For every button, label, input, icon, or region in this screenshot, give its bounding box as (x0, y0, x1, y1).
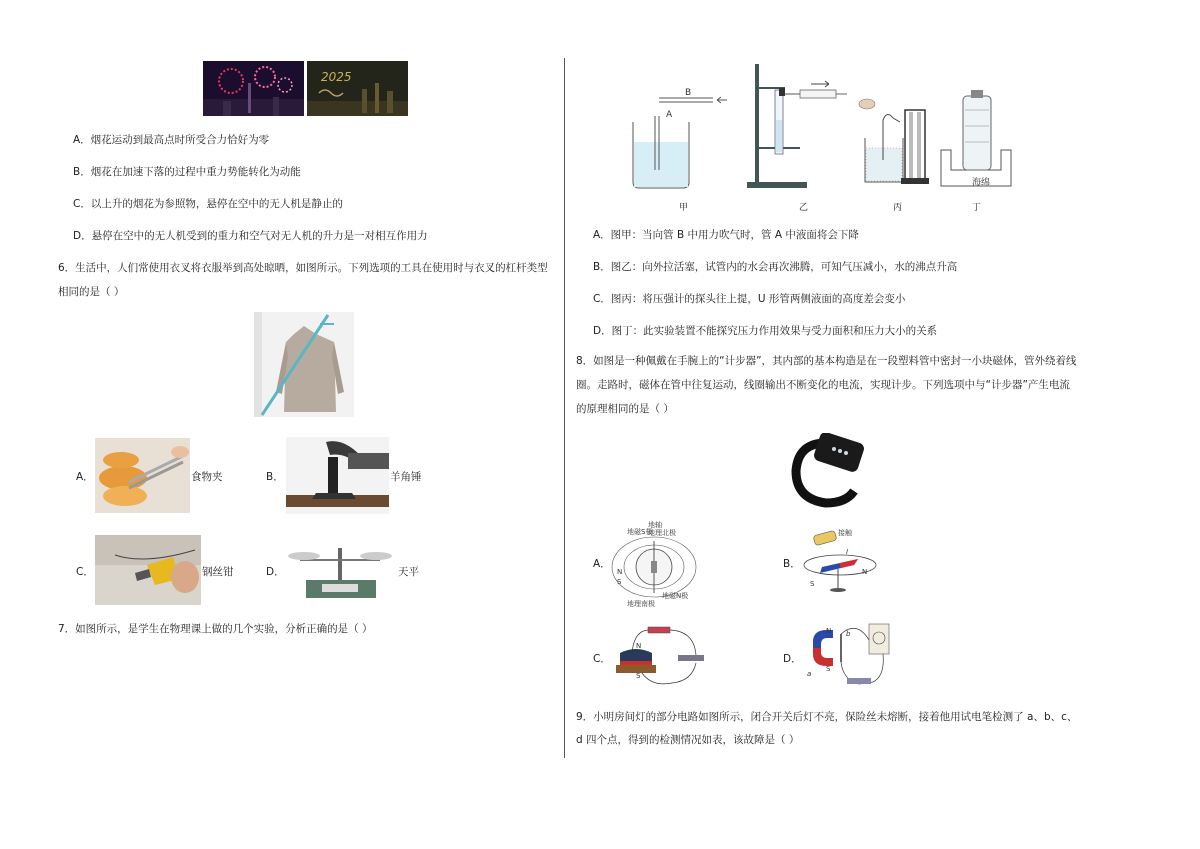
q8-option-d-letter: D． (783, 653, 802, 665)
q7-tube-a-label: A (666, 110, 673, 120)
q7-option-b: B．图乙：向外拉活塞，试管内的水会再次沸腾，可知气压减小，水的沸点升高 (593, 261, 958, 273)
q7-fig-label-bing: 丙 (893, 203, 903, 213)
q8-a-label-2: 地轴 (648, 521, 662, 529)
q7-fig-label-ding: 丁 (972, 203, 982, 213)
q7-fig-label-jia: 甲 (679, 203, 689, 213)
q6-option-a-name: 食物夹 (191, 471, 223, 483)
q5-option-a: A．烟花运动到最高点时所受合力恰好为零 (73, 134, 270, 146)
pedometer-bracelet-image (788, 433, 866, 511)
q7-option-d: D．图丁：此实验装置不能探究压力作用效果与受力面积和压力大小的关系 (593, 325, 938, 337)
q6-option-c-letter: C． (76, 566, 94, 578)
q8-a-label-4: 地磁N极 (662, 592, 689, 600)
q8-a-n: N (617, 568, 623, 576)
q7-option-a: A．图甲：当向管 B 中用力吹气时，管 A 中液面将会下降 (593, 229, 859, 241)
q8-b-s: S (810, 580, 815, 588)
q8-d-n: N (826, 627, 832, 635)
q6-option-d-name: 天平 (398, 566, 419, 578)
q6-option-c-name: 钢丝钳 (202, 566, 234, 578)
q8-stem-line3: 的原理相同的是（ ） (576, 403, 674, 415)
column-divider (564, 58, 565, 758)
q8-option-c-letter: C． (593, 653, 611, 665)
q6-stem-line2: 相同的是（ ） (58, 286, 125, 298)
q8-stem-line1: 8．如图是一种佩戴在手腕上的“计步器”，其内部的基本构造是在一段塑料管中密封一小块磁体，管外绕着线 (576, 355, 1077, 367)
motor-circuit-diagram (612, 625, 712, 690)
q7-sponge-label: 海绵 (972, 178, 991, 188)
q7-experiment-figure (625, 60, 1015, 195)
q8-a-label-3: 地理北极 (648, 529, 676, 537)
q8-stem-line2: 圈。走路时，磁体在管中往复运动，线圈输出不断变化的电流，实现计步。下列选项中与“计步器”产生电流 (576, 379, 1070, 391)
q7-tube-b-label: B (685, 88, 692, 98)
q8-d-a: a (807, 670, 812, 678)
q7-stem: 7．如图所示，是学生在物理课上做的几个实验，分析正确的是（ ） (58, 623, 373, 635)
wire-pliers-photo (95, 535, 201, 605)
q8-b-n: N (862, 568, 868, 576)
drone-show-photo (307, 61, 408, 116)
q8-d-b: b (846, 630, 851, 638)
q7-option-c: C．图丙：将压强计的探头往上提，U 形管两侧液面的高度差会变小 (593, 293, 906, 305)
q5-option-d: D．悬停在空中的无人机受到的重力和空气对无人机的升力是一对相互作用力 (73, 230, 428, 242)
q9-stem-line2: d 四个点，得到的检测情况如表，该故障是（ ） (576, 734, 800, 746)
q5-option-b: B．烟花在加速下落的过程中重力势能转化为动能 (73, 166, 301, 178)
fireworks-photo-left (203, 61, 304, 116)
q8-option-b-letter: B． (783, 558, 801, 570)
q6-option-b-letter: B． (266, 471, 284, 483)
q8-b-contact-label: 接触 (838, 529, 852, 537)
q8-a-label-1: 地磁S极 (627, 528, 653, 536)
q8-a-s: S (617, 578, 622, 586)
q6-option-b-name: 羊角锤 (390, 471, 422, 483)
q6-option-d-letter: D． (266, 566, 285, 578)
q6-stem-line1: 6．生活中，人们常使用衣叉将衣服举到高处晾晒，如图所示。下列选项的工具在使用时与衣叉的杠杆类型 (58, 262, 548, 274)
q8-c-n: N (636, 642, 642, 650)
q8-d-s: S (826, 665, 831, 673)
q7-fig-label-yi: 乙 (799, 203, 809, 213)
q8-option-a-letter: A． (593, 558, 611, 570)
q9-stem-line1: 9．小明房间灯的部分电路如图所示，闭合开关后灯不亮，保险丝未熔断，接着他用试电笔检测了 a、b、c、 (576, 711, 1078, 723)
q5-option-c: C．以上升的烟花为参照物，悬停在空中的无人机是静止的 (73, 198, 343, 210)
q8-c-s: S (636, 672, 641, 680)
q8-a-label-5: 地理南极 (627, 600, 655, 608)
q8-b-current-label: I (846, 548, 849, 556)
claw-hammer-photo (286, 437, 389, 514)
drone-show-caption: 2025 (321, 70, 352, 84)
clothes-fork-photo (254, 312, 354, 417)
balance-scale-photo (286, 540, 394, 602)
food-tongs-photo (95, 438, 190, 513)
q6-option-a-letter: A． (76, 471, 94, 483)
